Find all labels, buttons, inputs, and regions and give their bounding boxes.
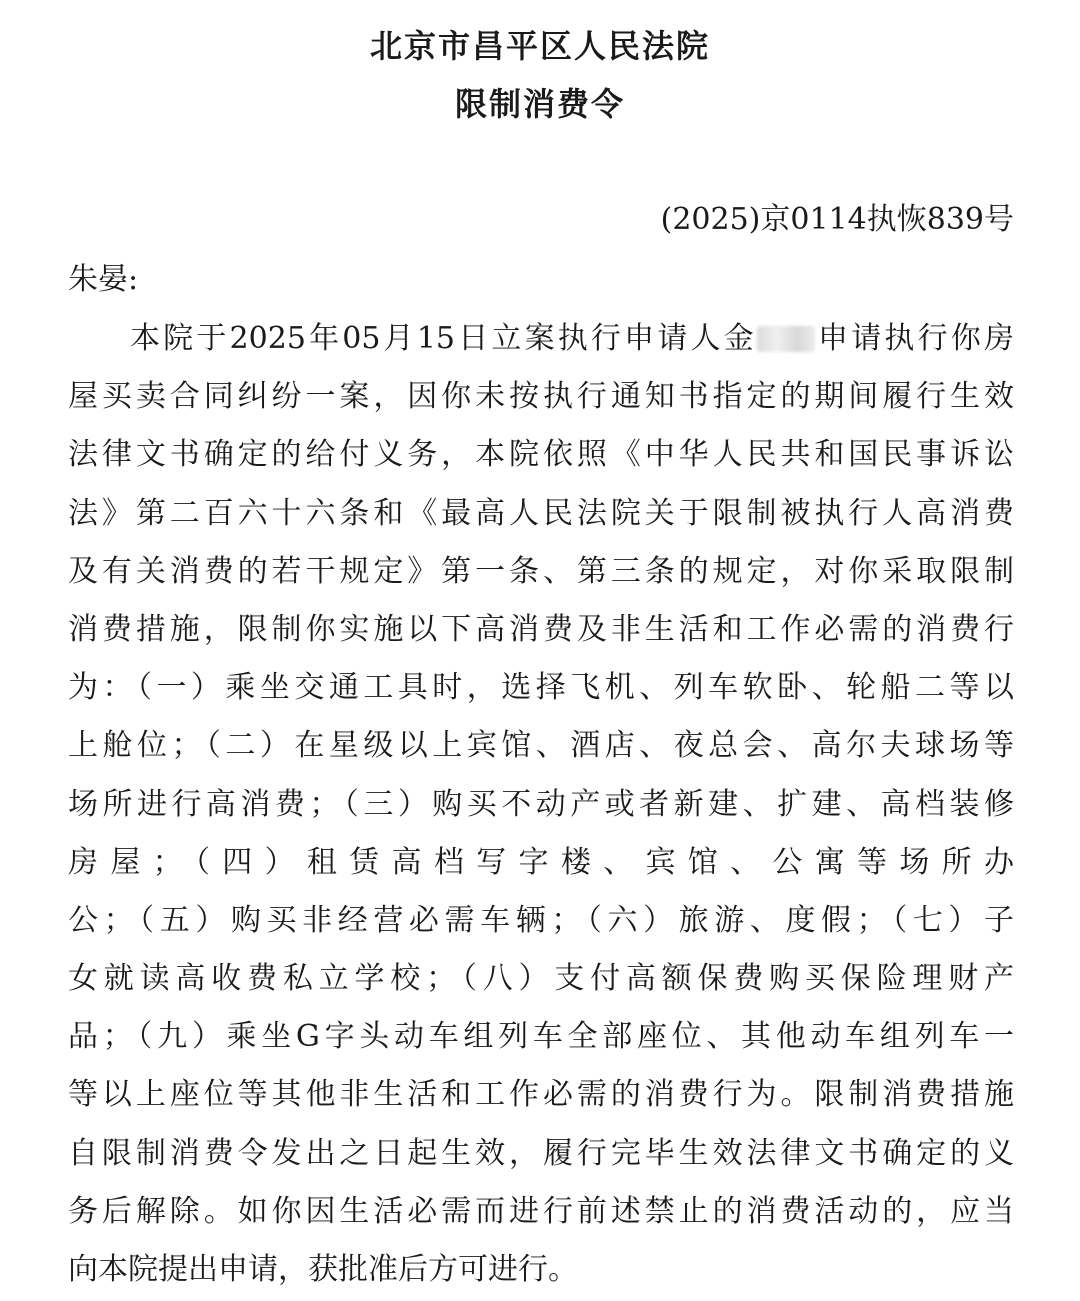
body-line: 上舱位；（二）在星级以上宾馆、酒店、夜总会、高尔夫球场等	[68, 728, 1014, 764]
body-line: 法律文书确定的给付义务，本院依照《中华人民共和国民事诉讼	[68, 437, 1014, 473]
body-line: 公；（五）购买非经营必需车辆；（六）旅游、度假；（七）子	[68, 902, 1014, 938]
body-line: 向本院提出申请，获批准后方可进行。	[68, 1252, 578, 1287]
court-name: 北京市昌平区人民法院	[369, 27, 710, 65]
document-title: 限制消费令	[454, 85, 625, 123]
body-line-end: 申请执行你房	[814, 321, 1014, 356]
body-line: 房屋；（四）租赁高档写字楼、宾馆、公寓等场所办	[68, 844, 1014, 880]
body-line: 为：（一）乘坐交通工具时，选择飞机、列车软卧、轮船二等以	[68, 670, 1014, 706]
body-line: 自限制消费令发出之日起生效，履行完毕生效法律文书确定的义	[68, 1135, 1014, 1171]
addressee: 朱晏:	[68, 262, 139, 297]
body-line: 务后解除。如你因生活必需而进行前述禁止的消费活动的，应当	[68, 1193, 1014, 1229]
body-line: 等以上座位等其他非生活和工作必需的消费行为。限制消费措施	[68, 1077, 1014, 1113]
body-line: 女就读高收费私立学校；（八）支付高额保费购买保险理财产	[68, 961, 1014, 997]
body-line	[68, 310, 1014, 368]
body-line: 品；（九）乘坐G字头动车组列车全部座位、其他动车组列车一	[68, 1019, 1014, 1055]
body-line: 及有关消费的若干规定》第一条、第三条的规定，对你采取限制	[68, 553, 1014, 589]
body-line-start: 本院于2025年05月15日立案执行申请人金	[130, 321, 757, 356]
body-line: 消费措施，限制你实施以下高消费及非生活和工作必需的消费行	[68, 611, 1014, 647]
body-line: 法》第二百六十六条和《最高人民法院关于限制被执行人高消费	[68, 495, 1014, 531]
body-line: 屋买卖合同纠纷一案，因你未按执行通知书指定的期间履行生效	[68, 379, 1014, 415]
redacted-name	[757, 326, 815, 352]
order-body	[68, 310, 1014, 1299]
case-number: (2025)京0114执恢839号	[660, 202, 1014, 237]
body-line: 场所进行高消费；（三）购买不动产或者新建、扩建、高档装修	[68, 786, 1014, 822]
